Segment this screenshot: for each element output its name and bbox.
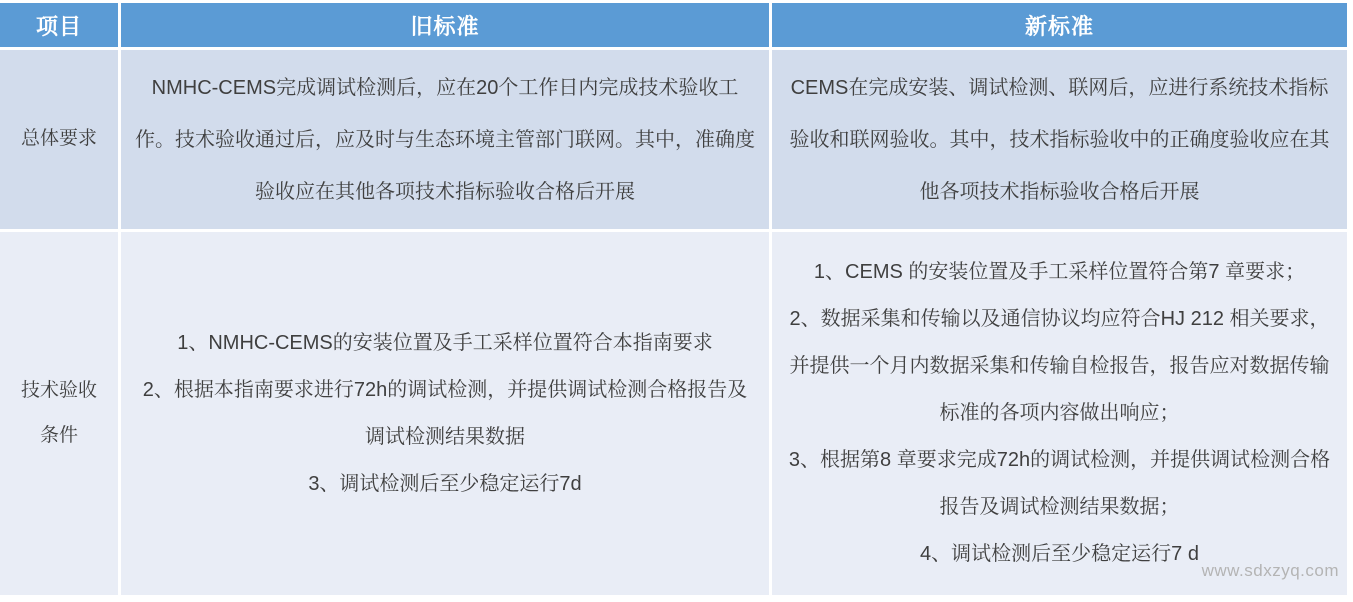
row-label-text-line2: 条件	[39, 424, 78, 446]
header-old-standard-column: 旧标准	[121, 3, 769, 47]
old-condition-item-2: 2、根据本指南要求进行72h的调试检测，并提供调试检测合格报告及调试检测结果数据	[142, 378, 748, 448]
watermark-text: www.sdxzyq.com	[1201, 561, 1339, 580]
new-general-text: CEMS在完成安装、调试检测、联网后，应进行系统技术指标验收和联网验收。其中，技术指标验收中的正确度验收应在其他各项技术指标验收合格后开展	[789, 76, 1330, 203]
old-condition-item-3: 3、调试检测后至少稳定运行7d	[308, 472, 582, 495]
old-condition-item-1: 1、NMHC-CEMS的安装位置及手工采样位置符合本指南要求	[177, 331, 713, 354]
row-label-text-line1: 技术验收	[20, 379, 97, 401]
cell-old-general-requirements	[121, 50, 769, 229]
row-label-acceptance-conditions	[0, 232, 118, 595]
header-item-column: 项目	[0, 3, 118, 47]
header-new-standard-column: 新标准	[772, 3, 1347, 47]
cell-new-general-requirements	[772, 50, 1347, 229]
standards-comparison-table	[0, 3, 1347, 595]
row-label-general-requirements	[0, 50, 118, 229]
cell-new-acceptance-conditions	[772, 232, 1347, 595]
new-condition-item-2: 2、数据采集和传输以及通信协议均应符合HJ 212 相关要求，并提供一个月内数据采集和传输自检报告，报告应对数据传输标准的各项内容做出响应；	[789, 308, 1330, 424]
old-general-text: NMHC-CEMS完成调试检测后，应在20个工作日内完成技术验收工作。技术验收通过后，应及时与生态环境主管部门联网。其中，准确度验收应在其他各项技术指标验收合格后开展	[135, 76, 755, 203]
new-condition-item-3: 3、根据第8 章要求完成72h的调试检测，并提供调试检测合格报告及调试检测结果数据；	[788, 449, 1331, 518]
new-condition-item-4: 4、调试检测后至少稳定运行7 d	[920, 543, 1199, 565]
cell-old-acceptance-conditions	[121, 232, 769, 595]
row-label-text: 总体要求	[20, 128, 97, 150]
new-condition-item-1: 1、CEMS 的安装位置及手工采样位置符合第7 章要求；	[813, 261, 1306, 283]
